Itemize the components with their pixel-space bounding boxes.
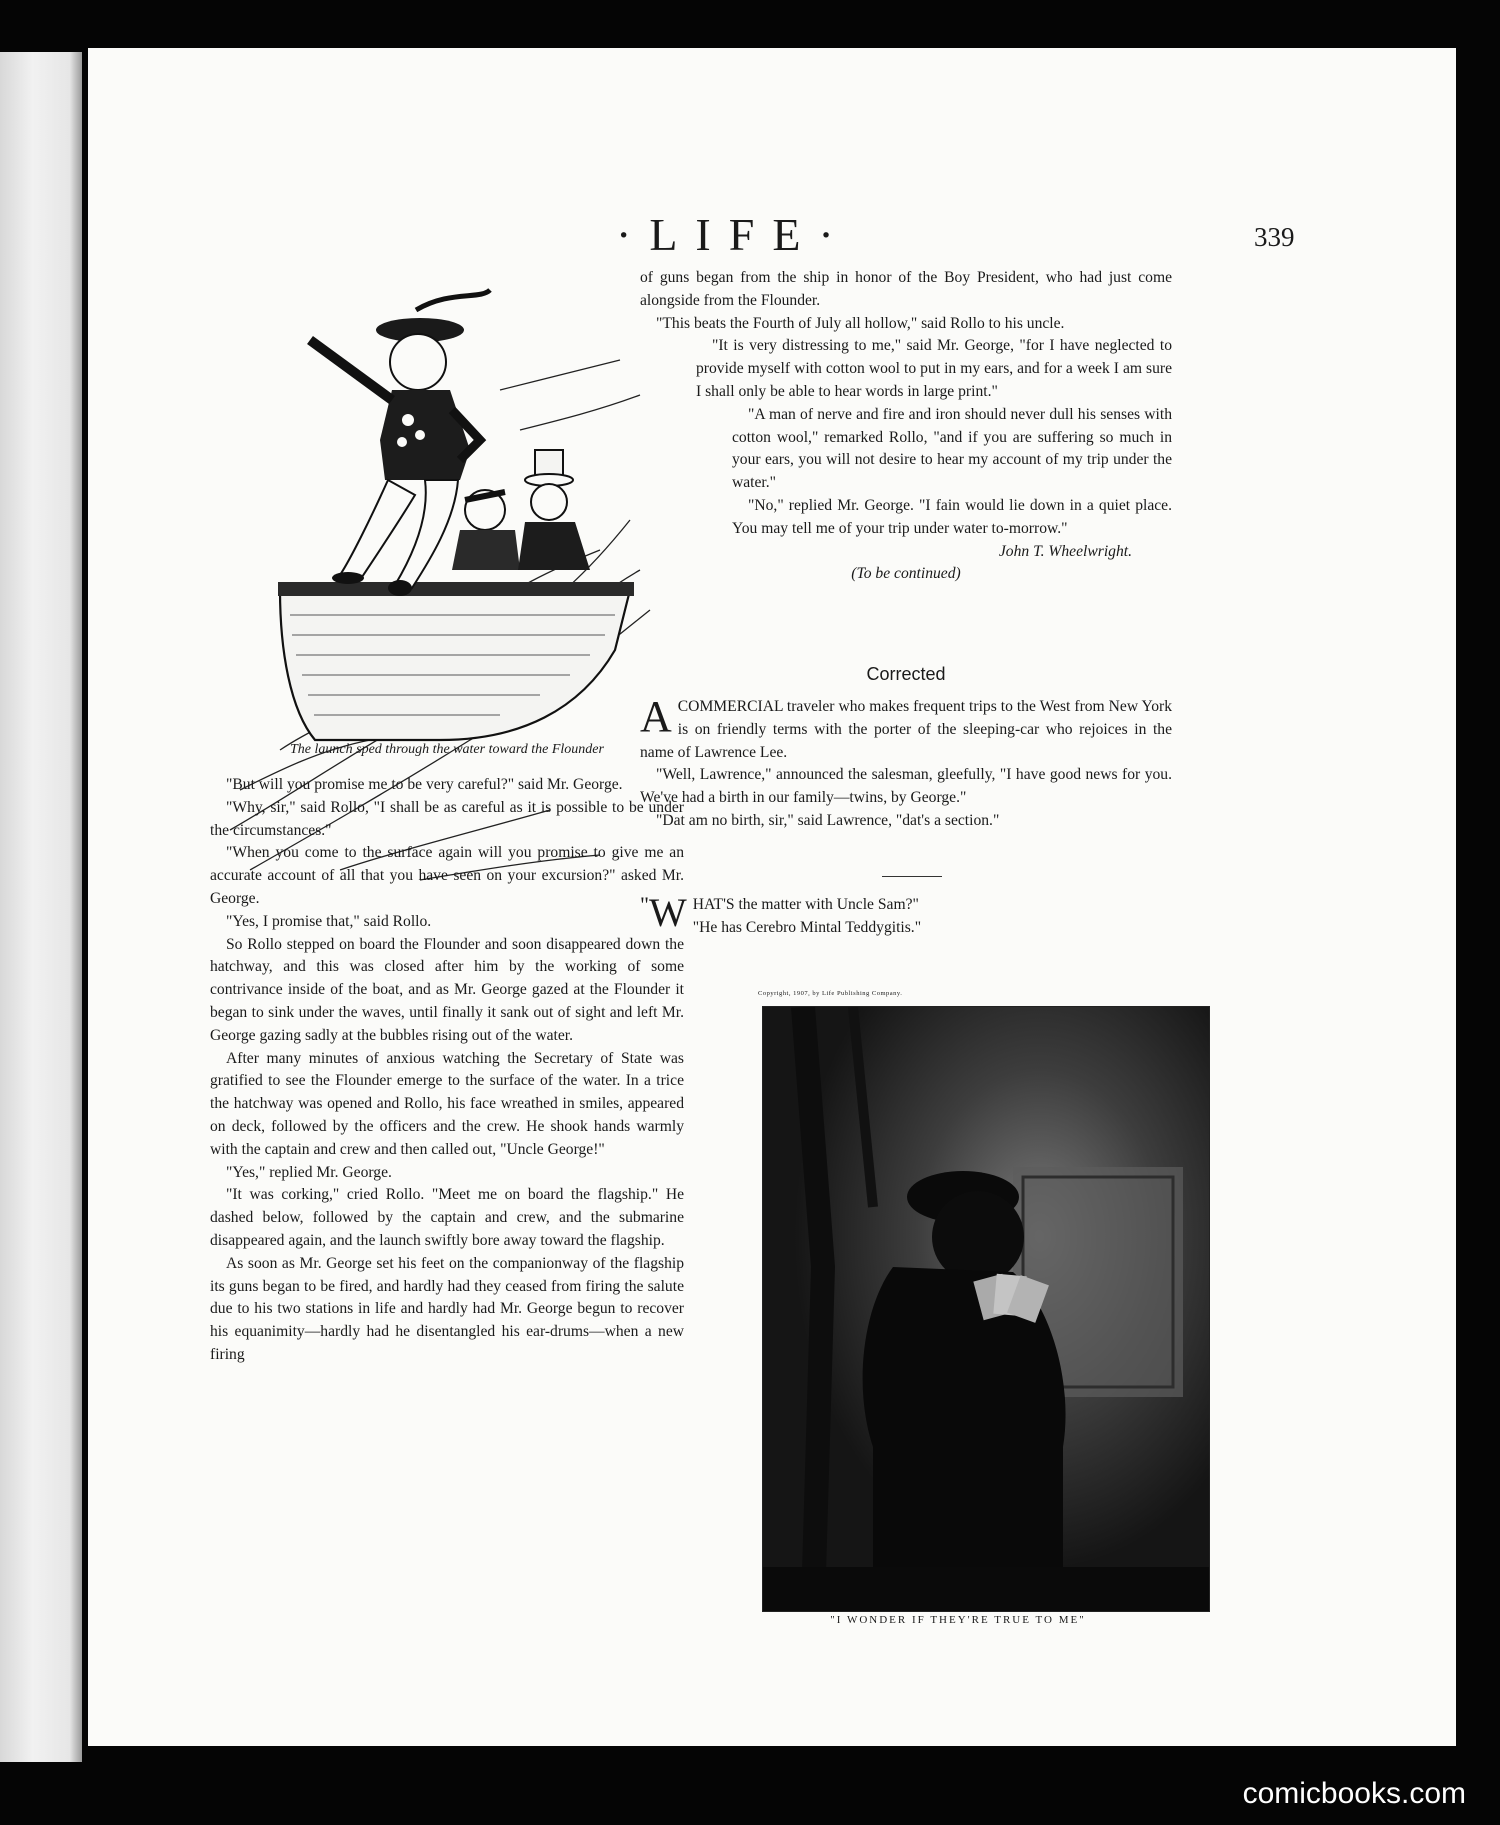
corrected-heading: Corrected <box>866 664 946 684</box>
boat-caption: The launch sped through the water toward the Flounder <box>290 742 604 757</box>
corrected-article <box>640 692 1172 833</box>
story-paragraph: "It was corking," cried Rollo. "Meet me on board the flagship." He dashed below, followed by the captain and crew, and the submarine disappeared again, and the launch swiftly bore away toward the flagship. <box>210 1186 684 1249</box>
corrected-paragraph: "Well, Lawrence," announced the salesman, gleefully, "I have good news for you. We've had a birth in our family—twins, by George." <box>640 766 1172 807</box>
story-paragraph: As soon as Mr. George set his feet on the companionway of the flagship its guns began to be fired, and hardly had they ceased from firing the salute due to his two stations in life and hardly had Mr. George begun to recover his equanimity—hardly had he disentangled his ear-drums—when a new firing <box>210 1254 684 1363</box>
story-paragraph: "But will you promise me to be very careful?" said Mr. George. <box>226 776 623 793</box>
story-paragraph: "No," replied Mr. George. "I fain would lie down in a quiet place. You may tell me of your trip under water to-morrow." <box>732 496 1172 537</box>
author-signature: John T. Wheelwright. <box>998 542 1132 560</box>
page-number: 339 <box>1254 222 1295 252</box>
story-paragraph: "Why, sir," said Rollo, "I shall be as careful as it is possible to be under the circumstances." <box>210 798 684 839</box>
magazine-page <box>88 48 1456 1746</box>
joke-line: HAT'S the matter with Uncle Sam?" <box>692 896 919 913</box>
story-paragraph: "This beats the Fourth of July all hollow," said Rollo to his uncle. <box>656 314 1065 332</box>
story-paragraph: "It is very distressing to me," said Mr. George, "for I have neglected to provide myself with cotton wool to put in my ears, and for a week I am sure I shall only be able to hear words in large print." <box>696 337 1172 400</box>
story-paragraph: "Yes, I promise that," said Rollo. <box>226 912 432 930</box>
story-paragraph: So Rollo stepped on board the Flounder and soon disappeared down the hatchway, and this was closed after him by the working of some contrivance inside of the boat, and as Mr. George gazed at the Flounder it began to sink under the waves, until finally it sank out of sight and left Mr. George gazing sadly at the bubbles rising out of the water. <box>210 935 684 1044</box>
corrected-paragraph: COMMERCIAL traveler who makes frequent trips to the West from New York is on friendly terms with the porter of the sleeping-car who rejoices in the name of Lawrence Lee. <box>640 698 1172 761</box>
corrected-dropcap: A <box>640 692 672 741</box>
copyright-line: Copyright, 1907, by Life Publishing Company. <box>758 990 903 997</box>
story-paragraph: "A man of nerve and fire and iron should never dull his senses with cotton wool," remarked Rollo, "and if you are suffering so much in your ears, you will not desire to hear my account of my trip under the water." <box>732 405 1172 492</box>
uncle-sam-dropcap: W <box>648 890 687 935</box>
sailor-photo-illustration <box>762 1006 1210 1612</box>
story-left-column <box>210 774 684 1367</box>
story-continuation-top <box>640 267 1172 586</box>
to-be-continued-note: (To be continued) <box>851 565 961 583</box>
story-paragraph: "Yes," replied Mr. George. <box>226 1163 392 1181</box>
masthead-title: ·LIFE· <box>616 209 852 260</box>
uncle-sam-joke <box>640 890 1172 940</box>
story-paragraph: of guns began from the ship in honor of the Boy President, who had just come alongside from the Flounder. <box>640 269 1172 309</box>
photo-caption: "I WONDER IF THEY'RE TRUE TO ME" <box>830 1614 1086 1626</box>
story-paragraph: "When you come to the surface again will you promise to give me an accurate account of all that you have seen on your excursion?" asked Mr. George. <box>210 844 684 907</box>
corrected-paragraph: "Dat am no birth, sir," said Lawrence, "dat's a section." <box>656 811 1000 829</box>
story-paragraph: After many minutes of anxious watching the Secretary of State was gratified to see the Flounder emerge to the surface of the water. In a trice the hatchway was opened and Rollo, his face wreathed in smiles, appeared on deck, followed by the officers and the crew. He shook hands warmly with the captain and crew and then called out, "Uncle George!" <box>210 1049 684 1158</box>
sailor-photo-drawing <box>763 1007 1209 1611</box>
left-page-edge <box>0 52 82 1762</box>
site-watermark: comicbooks.com <box>1242 1777 1466 1810</box>
joke-line: "He has Cerebro Mintal Teddygitis." <box>692 918 922 936</box>
open-quote: " <box>640 892 649 917</box>
section-divider <box>882 876 942 877</box>
